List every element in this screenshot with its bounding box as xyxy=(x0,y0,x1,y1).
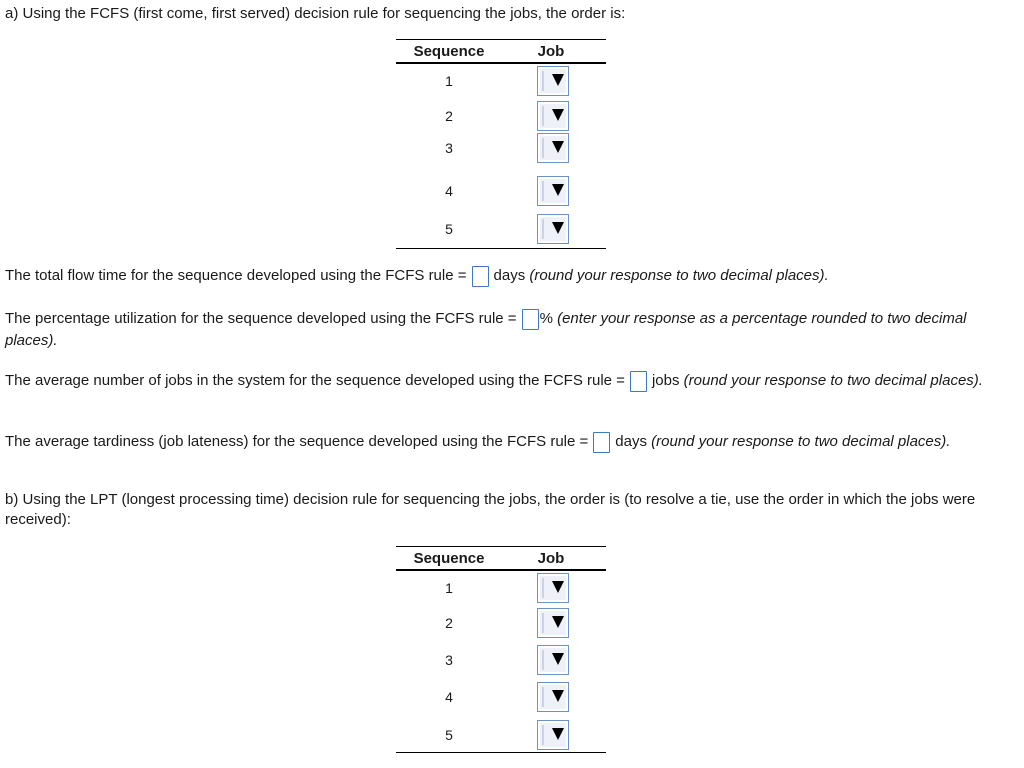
caret-down-icon xyxy=(552,616,564,628)
job-dropdown-4[interactable] xyxy=(537,176,569,206)
instruction-hint: (round your response to two decimal places). xyxy=(529,267,829,284)
instruction-hint: (round your response to two decimal places). xyxy=(651,433,951,450)
caret-down-icon xyxy=(552,581,564,593)
avg-tardiness-input[interactable] xyxy=(593,432,610,453)
caret-down-icon xyxy=(552,141,564,153)
sequence-number: 1 xyxy=(445,580,453,596)
question-avg-jobs xyxy=(5,370,1005,392)
job-dropdown-3[interactable] xyxy=(537,133,569,163)
caret-down-icon xyxy=(552,74,564,86)
caret-down-icon xyxy=(552,184,564,196)
instruction-hint: (enter your response as a percentage rounded to two decimal places). xyxy=(5,310,967,349)
table-row xyxy=(396,175,606,207)
job-dropdown-5[interactable] xyxy=(537,214,569,244)
question-text: The percentage utilization for the sequence developed using the FCFS rule = xyxy=(5,310,517,327)
sequence-number: 4 xyxy=(445,689,453,705)
table-row xyxy=(396,132,606,164)
caret-down-icon xyxy=(552,690,564,702)
question-text: The average number of jobs in the system for the sequence developed using the FCFS rule = xyxy=(5,372,625,389)
select-grip xyxy=(542,650,544,670)
job-dropdown-5[interactable] xyxy=(537,720,569,750)
select-grip xyxy=(542,71,544,91)
table-row xyxy=(396,681,606,713)
sequence-number: 3 xyxy=(445,652,453,668)
question-avg-tardiness xyxy=(5,431,1005,453)
caret-down-icon xyxy=(552,222,564,234)
sequence-column-header: Sequence xyxy=(413,42,485,60)
job-dropdown-1[interactable] xyxy=(537,573,569,603)
caret-down-icon xyxy=(552,653,564,665)
caret-down-icon xyxy=(552,728,564,740)
select-grip xyxy=(542,106,544,126)
unit-label: % xyxy=(539,310,553,327)
select-grip xyxy=(542,613,544,633)
avg-jobs-input[interactable] xyxy=(630,371,647,392)
select-grip xyxy=(542,725,544,745)
job-dropdown-1[interactable] xyxy=(537,66,569,96)
select-grip xyxy=(542,219,544,239)
table-row xyxy=(396,65,606,97)
table-bottom-rule xyxy=(396,752,606,753)
sequence-number: 4 xyxy=(445,183,453,199)
question-text: The total flow time for the sequence developed using the FCFS rule = xyxy=(5,267,467,284)
table-header xyxy=(396,546,606,571)
select-grip xyxy=(542,578,544,598)
total-flow-time-input[interactable] xyxy=(472,266,489,287)
table-row xyxy=(396,607,606,639)
job-column-header: Job xyxy=(537,42,565,60)
sequence-number: 3 xyxy=(445,140,453,156)
sequence-number: 2 xyxy=(445,615,453,631)
question-total-flow-time xyxy=(5,265,1005,287)
job-dropdown-4[interactable] xyxy=(537,682,569,712)
question-text: The average tardiness (job lateness) for the sequence developed using the FCFS rule = xyxy=(5,433,589,450)
unit-label: days xyxy=(493,267,526,284)
table-row xyxy=(396,572,606,604)
unit-label: days xyxy=(615,433,647,450)
table-header xyxy=(396,39,606,64)
table-row xyxy=(396,644,606,676)
part-a-heading: a) Using the FCFS (first come, first served) decision rule for sequencing the jobs, the order is: xyxy=(5,5,626,22)
table-row xyxy=(396,100,606,132)
select-grip xyxy=(542,138,544,158)
sequence-number: 2 xyxy=(445,108,453,124)
sequence-number: 5 xyxy=(445,221,453,237)
instruction-hint: (round your response to two decimal places). xyxy=(683,372,983,389)
table-row xyxy=(396,719,606,751)
table-bottom-rule xyxy=(396,248,606,249)
select-grip xyxy=(542,181,544,201)
job-dropdown-3[interactable] xyxy=(537,645,569,675)
sequence-column-header: Sequence xyxy=(413,549,485,567)
sequence-number: 1 xyxy=(445,73,453,89)
question-utilization xyxy=(5,308,1005,352)
fcfs-sequence-table xyxy=(396,39,606,237)
utilization-input[interactable] xyxy=(522,309,539,330)
lpt-sequence-table xyxy=(396,546,606,743)
part-b-heading: b) Using the LPT (longest processing time) decision rule for sequencing the jobs, the order is (to resolve a tie, use the order in which the jobs were received): xyxy=(5,491,976,528)
job-dropdown-2[interactable] xyxy=(537,101,569,131)
job-dropdown-2[interactable] xyxy=(537,608,569,638)
select-grip xyxy=(542,687,544,707)
sequence-number: 5 xyxy=(445,727,453,743)
table-row xyxy=(396,213,606,245)
job-column-header: Job xyxy=(537,549,565,567)
caret-down-icon xyxy=(552,109,564,121)
unit-label: jobs xyxy=(651,372,680,389)
